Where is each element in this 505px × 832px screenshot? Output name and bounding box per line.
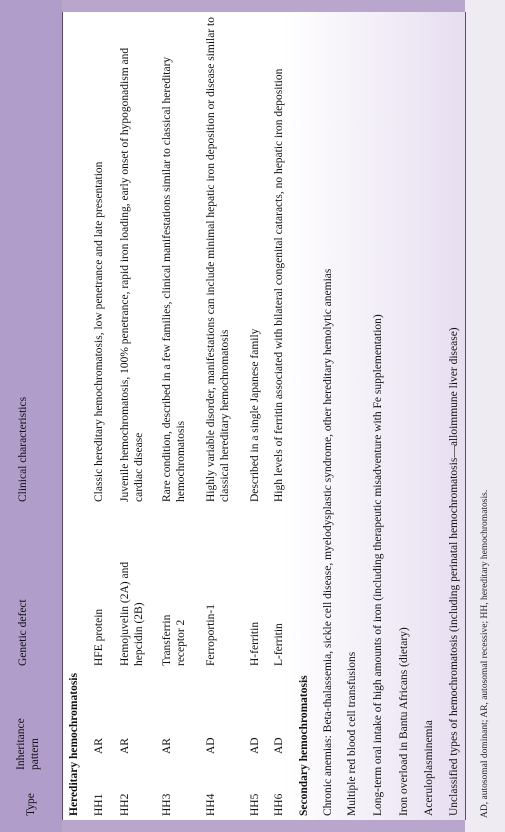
cell-type: HH6 xyxy=(273,793,285,816)
list-item: Unclassified types of hemochromatosis (including perinatal hemochromatosis—alloimmune liver disease) xyxy=(448,327,460,816)
header-band xyxy=(0,0,62,832)
table-row xyxy=(204,12,246,820)
cell-clinical: Described in a single Japanese family xyxy=(249,328,261,502)
cell-clinical: Classic hereditary hemochromatosis, low penetrance and late presentation xyxy=(93,161,105,502)
table-row xyxy=(118,12,160,820)
list-item: Multiple red blood cell transfusions xyxy=(346,651,358,816)
list-item: Aceruloplasminemia xyxy=(423,720,435,816)
cell-type: HH1 xyxy=(93,793,105,816)
bottom-rule xyxy=(465,12,466,820)
cell-type: HH4 xyxy=(205,793,217,816)
cell-clinical: Rare condition, described in a few families, clinical manifestations similar to classical hereditary hemochromatosis xyxy=(161,56,187,502)
list-item: Long-term oral intake of high amounts of iron (including therapeutic misadventure with Fe supplementation) xyxy=(372,314,384,816)
cell-defect: Transferrin receptor 2 xyxy=(161,614,187,666)
cell-inheritance: AR xyxy=(93,738,105,754)
cell-defect: L-ferritin xyxy=(273,623,285,666)
cell-type: HH3 xyxy=(161,793,173,816)
header-clinical: Clinical characteristics xyxy=(17,396,29,502)
list-item: Chronic anemias: Beta-thalassemia, sickle cell disease, myelodysplastic syndrome, other hereditary hemolytic anemias xyxy=(322,268,334,816)
cell-defect: H-ferritin xyxy=(249,621,261,666)
cell-type: HH2 xyxy=(119,793,131,816)
header-genetic-defect: Genetic defect xyxy=(17,599,29,666)
section-secondary: Secondary hemochromatosis xyxy=(298,675,310,816)
cell-clinical: Highly variable disorder, manifestations can include minimal hepatic iron deposition or disease similar to classical hereditary hemochromatosis xyxy=(205,17,231,502)
table-footnote: AD, autosomal dominant; AR, autosomal recessive; HH, hereditary hemochromatosis. xyxy=(480,489,490,818)
header-type: Type xyxy=(25,793,37,816)
cell-inheritance: AR xyxy=(161,738,173,754)
cell-defect: Ferroportin-1 xyxy=(205,604,217,666)
table-row xyxy=(92,12,120,820)
cell-inheritance: AD xyxy=(249,737,261,754)
header-rule xyxy=(62,12,63,820)
cell-clinical: High levels of ferritin associated with bilateral congenital cataracts, no hepatic iron deposition xyxy=(273,68,285,502)
header-inheritance: Inheritance pattern xyxy=(15,718,41,770)
cell-inheritance: AD xyxy=(273,737,285,754)
cell-type: HH5 xyxy=(249,793,261,816)
list-item: Iron overload in Bantu Africans (dietary) xyxy=(398,627,410,816)
cell-clinical: Juvenile hemochromatosis, 100% penetrance, rapid iron loading, early onset of hypogonadism and cardiac disease xyxy=(119,47,145,502)
cell-defect: Hemojuvelin (2A) and hepcidin (2B) xyxy=(119,561,145,666)
cell-defect: HFE protein xyxy=(93,608,105,666)
cell-inheritance: AD xyxy=(205,737,217,754)
cell-inheritance: AR xyxy=(119,738,131,754)
table-row xyxy=(272,12,300,820)
table-row xyxy=(160,12,202,820)
section-hereditary: Hereditary hemochromatosis xyxy=(68,673,80,816)
